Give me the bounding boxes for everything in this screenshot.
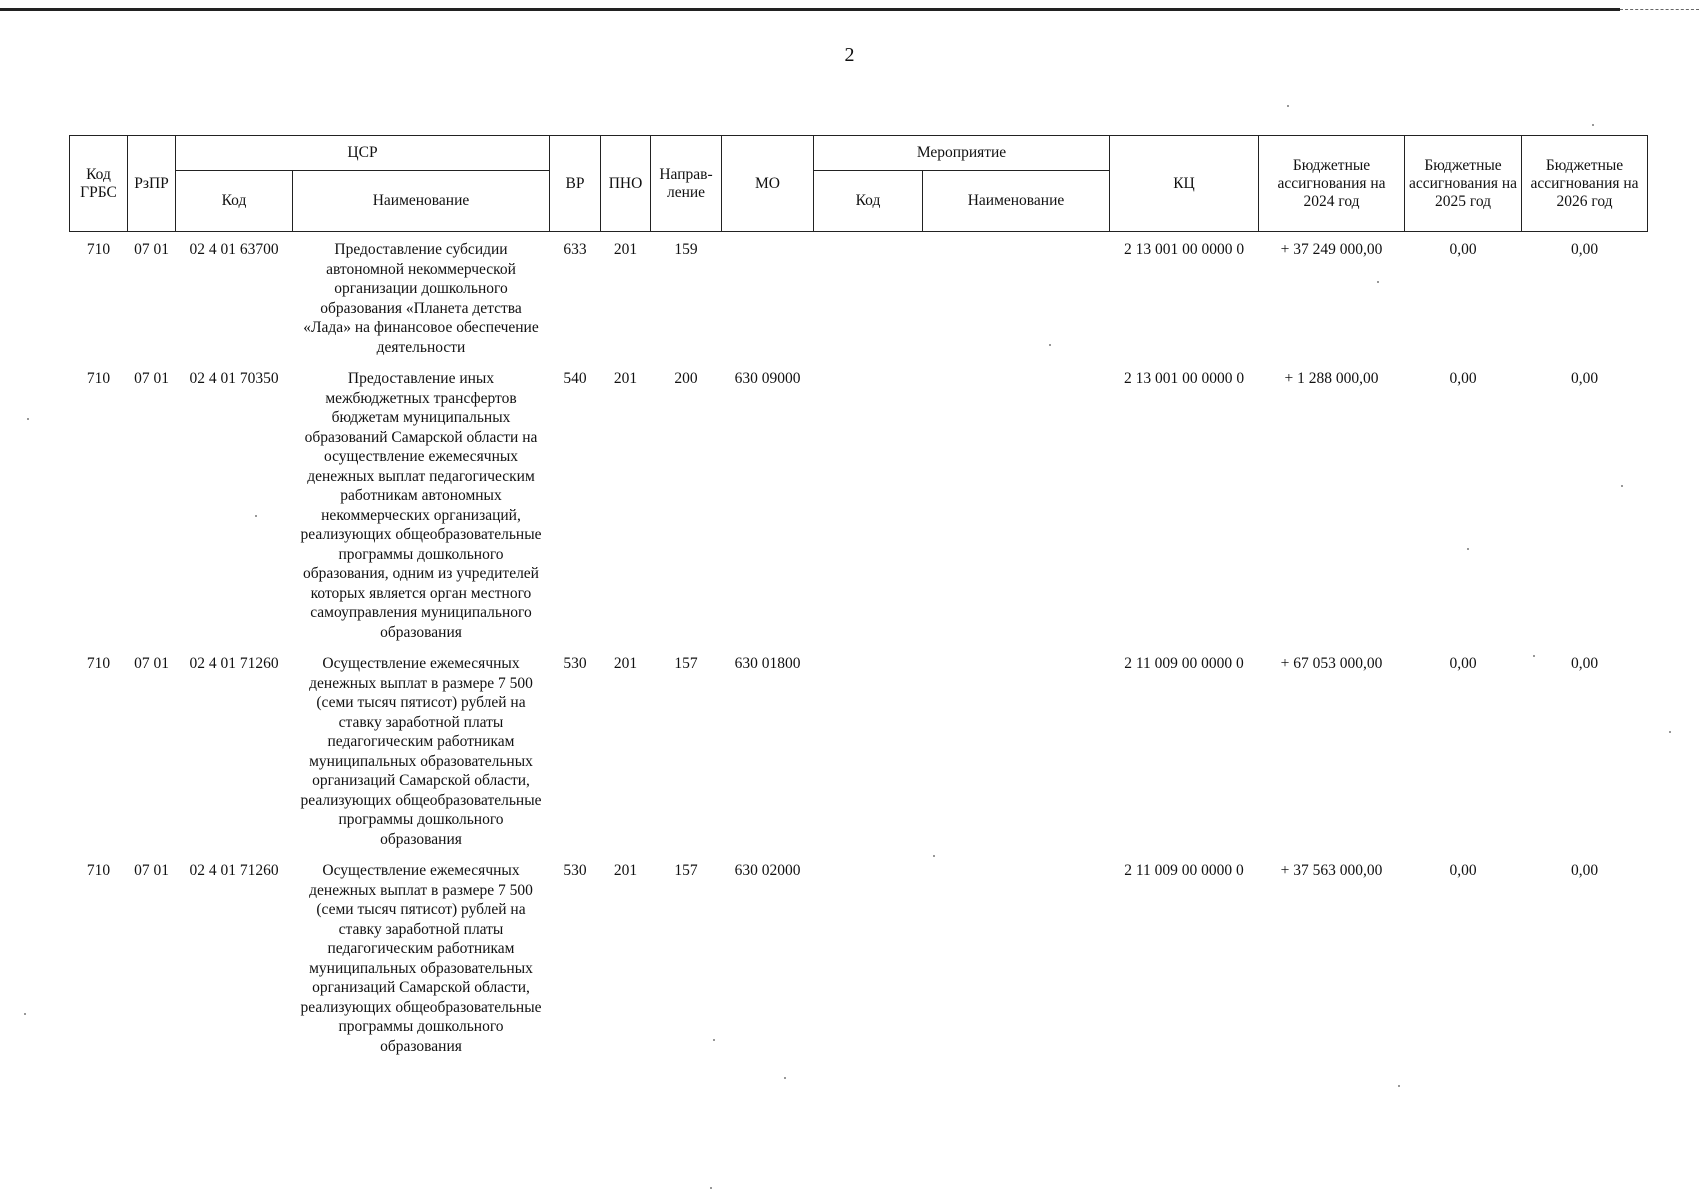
scan-speck (713, 1039, 715, 1041)
cell-budget-2026: 0,00 (1570, 862, 1599, 879)
cell-csr-code: 02 4 01 63700 (189, 241, 279, 258)
cell-pno: 201 (613, 370, 638, 387)
cell-budget-2026: 0,00 (1570, 655, 1599, 672)
cell-budget-2024: + 37 249 000,00 (1280, 241, 1383, 258)
cell-mo (722, 232, 814, 362)
page-number: 2 (844, 44, 855, 66)
cell-budget-2025: 0,00 (1449, 655, 1477, 672)
cell-grbs: 710 (86, 655, 111, 672)
top-rule-dash (1620, 9, 1699, 10)
header-budget-2026: Бюджетные ассигнования на 2026 год (1522, 136, 1648, 232)
cell-event-name (923, 646, 1110, 853)
cell-pno: 201 (613, 862, 638, 879)
cell-budget-2024: + 1 288 000,00 (1284, 370, 1379, 387)
scan-speck (1287, 105, 1289, 107)
cell-budget-2026: 0,00 (1570, 241, 1599, 258)
cell-budget-2026: 0,00 (1570, 370, 1599, 387)
scan-speck (933, 855, 935, 857)
cell-mo: 630 09000 (734, 370, 801, 387)
cell-csr-name: Предоставление субсидии автономной некоммерческой организации дошкольного образования «Планета детства «Лада» на финансовое обеспечение деятельности (303, 241, 539, 356)
cell-kc: 2 11 009 00 0000 0 (1124, 862, 1244, 879)
header-csr-group: ЦСР (176, 136, 550, 171)
cell-csr-code: 02 4 01 71260 (189, 862, 279, 879)
cell-pno: 201 (613, 241, 638, 258)
scan-speck (255, 515, 257, 517)
scan-speck (1398, 1085, 1400, 1087)
cell-budget-2024: + 67 053 000,00 (1280, 655, 1383, 672)
cell-csr-code: 02 4 01 71260 (189, 655, 279, 672)
cell-event-code (814, 232, 923, 362)
cell-event-code (814, 853, 923, 1060)
cell-mo: 630 01800 (734, 655, 801, 672)
header-grbs: Код ГРБС (70, 136, 128, 232)
header-pno: ПНО (601, 136, 651, 232)
top-rule (0, 8, 1620, 11)
cell-vr: 530 (563, 655, 587, 672)
cell-budget-2024: + 37 563 000,00 (1280, 862, 1383, 879)
cell-csr-name: Осуществление ежемесячных денежных выплат в размере 7 500 (семи тысяч пятисот) рублей на ставку заработной платы педагогическим работникам муниципальных образовательных организаций Самарской области, реализующих общеобразовательные программы дошкольного образования (300, 655, 542, 848)
cell-rzpr: 07 01 (134, 655, 169, 672)
scan-speck (27, 418, 29, 420)
cell-mo: 630 02000 (734, 862, 801, 879)
cell-event-name (923, 232, 1110, 362)
scan-speck (1467, 548, 1469, 550)
table-row (70, 232, 1648, 362)
header-direction: Направ-ление (651, 136, 722, 232)
cell-csr-name: Осуществление ежемесячных денежных выплат в размере 7 500 (семи тысяч пятисот) рублей на ставку заработной платы педагогическим работникам муниципальных образовательных организаций Самарской области, реализующих общеобразовательные программы дошкольного образования (300, 862, 542, 1055)
cell-kc: 2 13 001 00 0000 0 (1123, 241, 1245, 258)
cell-direction: 157 (674, 655, 698, 672)
cell-direction: 157 (674, 862, 698, 879)
header-budget-2024: Бюджетные ассигнования на 2024 год (1259, 136, 1405, 232)
header-mo: МО (722, 136, 814, 232)
header-event-code: Код (814, 171, 923, 232)
header-csr-name: Наименование (293, 171, 550, 232)
header-rzpr: РзПР (128, 136, 176, 232)
cell-direction: 159 (674, 241, 698, 258)
scan-speck (1669, 731, 1671, 733)
header-vr: ВР (550, 136, 601, 232)
cell-vr: 540 (563, 370, 587, 387)
cell-grbs: 710 (86, 370, 111, 387)
cell-event-name (923, 361, 1110, 646)
budget-table (69, 135, 1648, 1060)
header-event-name: Наименование (923, 171, 1110, 232)
header-csr-code: Код (176, 171, 293, 232)
cell-csr-name: Предоставление иных межбюджетных трансфертов бюджетам муниципальных образований Самарской области на осуществление ежемесячных денежных выплат педагогическим работникам автономных некоммерческих организаций, реализующих общеобразовательные программы дошкольного образования, одним из учредителей которых является орган местного самоуправления муниципального образования (300, 370, 542, 641)
header-budget-2025: Бюджетные ассигнования на 2025 год (1405, 136, 1522, 232)
cell-event-name (923, 853, 1110, 1060)
cell-kc: 2 11 009 00 0000 0 (1124, 655, 1244, 672)
cell-pno: 201 (613, 655, 638, 672)
table-row (70, 853, 1648, 1060)
header-kc: КЦ (1110, 136, 1259, 232)
cell-budget-2025: 0,00 (1449, 370, 1477, 387)
cell-csr-code: 02 4 01 70350 (189, 370, 279, 387)
cell-budget-2025: 0,00 (1449, 862, 1477, 879)
table-row (70, 361, 1648, 646)
cell-rzpr: 07 01 (134, 370, 169, 387)
cell-kc: 2 13 001 00 0000 0 (1123, 370, 1245, 387)
scan-speck (1592, 124, 1594, 126)
scan-speck (710, 1187, 712, 1189)
cell-vr: 530 (563, 862, 587, 879)
scan-speck (1049, 344, 1051, 346)
cell-vr: 633 (563, 241, 587, 258)
scan-speck (1533, 655, 1535, 657)
cell-budget-2025: 0,00 (1449, 241, 1477, 258)
scan-speck (784, 1077, 786, 1079)
scan-speck (1377, 281, 1379, 283)
table-row (70, 646, 1648, 853)
cell-event-code (814, 646, 923, 853)
cell-rzpr: 07 01 (134, 241, 169, 258)
cell-direction: 200 (674, 370, 698, 387)
cell-event-code (814, 361, 923, 646)
scan-speck (24, 1013, 26, 1015)
cell-rzpr: 07 01 (134, 862, 169, 879)
cell-grbs: 710 (86, 862, 111, 879)
scan-speck (1621, 485, 1623, 487)
header-event-group: Мероприятие (814, 136, 1110, 171)
cell-grbs: 710 (86, 241, 111, 258)
